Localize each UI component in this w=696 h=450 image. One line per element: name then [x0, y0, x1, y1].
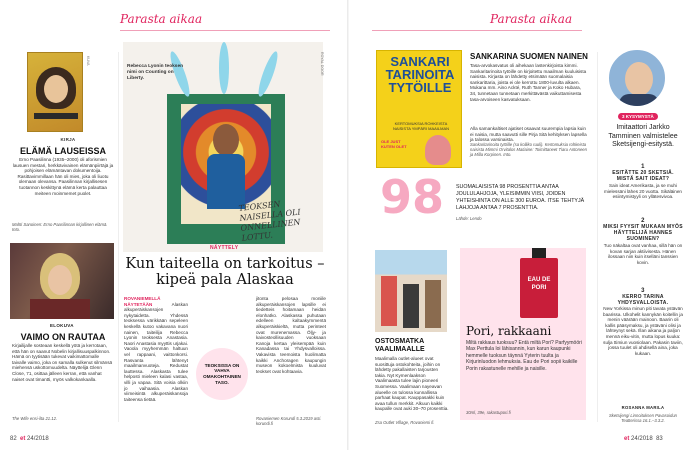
left-kicker-rule: [120, 30, 330, 31]
book-cover-subtitle: KERTOMUKSIA ROHKEISTA NAISISTA YMPÄRI MAAILMAN: [392, 121, 450, 131]
perfume-cap: [532, 248, 546, 258]
question-3-text: KERRO TARINA YHDYSVALLOISTA.: [617, 294, 669, 306]
expert-portrait: [607, 48, 667, 108]
expert-credit: ROSANNA MARILA: [621, 405, 665, 410]
question-2-number: 2: [641, 218, 645, 224]
right-footer-issue: 24/2018: [631, 436, 653, 442]
question-3: [603, 288, 683, 306]
exhibit-tag: NÄYTTELY: [210, 245, 239, 251]
heroine-source: Sankaritarinoita tytöille (sa kolliko ruuli). Kertomuksia rohkeista naisista Mimmi Orvitalos Matiaine: Toimittaneet Tiaru Antoneen ja Milla Korpinen. Into.: [470, 142, 587, 157]
shopping-text: Maalimalla outlet-alueet ovat suosittuja ostokohteita, joihin on lähdetty pakallaisten tarjousten takia. Nyt Kymenlaakson Vaalimaasta tulee lajin pioneeri Suomessa. Vaalimaan nayeavan alueelle on tulossa kunnallissa parhaat kaupat. Kauppasakki kuin avaa tullun merkkit. Alkuun kaikki kaupalle ovat auki 30–70 prosenttia.: [375, 356, 449, 412]
left-page-number: 82: [10, 436, 17, 442]
film-section-tag: ELOKUVA: [50, 323, 74, 328]
perfume-bottle: [520, 258, 558, 318]
right-page-kicker: Parasta aikaa: [490, 12, 573, 26]
stat-source: Lähde: Lendo: [456, 216, 482, 221]
exhibit-body-col2: jitonta pelosaa moniile alkuperäiskansojen lapsille ei tiedetteis hoitamaan heidän elonhatko. Alaskassa puhutaan edelleen kaltaakymmentä alkuperäiskieltä, mutta perinteet ovat murenemassa. Öljy- ja kaivosteollisuuden vuoksaan Kanoja kertaa yleisempää kuin Kanadassa tai Yhdysvalloissa. Vakavista teemoista huolimatta kaikki Anchoragen kaupungin museon kokoelmista kuuluvat teokset ovat kohtaavia.: [256, 296, 326, 374]
artwork-caption: Rebecca Lyonin teoksen nimi on Counting on Liberty.: [127, 64, 184, 81]
heroine-text: Tasa-arvokasvatus oli aihekaan lastenkirjoista kimmi. Sankaritarinoita tytöille on kirjoitettu maailman kuuluisista naisista. Kirjasta on lähdetty etsimään suomalaisia sankarittaria, joista ei ole kerrottu 1800-luvulta alkaen. Mukana mm. Aino Ackté, Ruth Tanner ja Koko Hubara, 34, tunnetaan tunnetaan merkittävästä vaikuttamisesta tasa-arvoiseen kasvatuksaan.: [470, 63, 587, 102]
shopping-title: OSTOSMATKA VAALIMAALLE: [375, 338, 425, 353]
right-footer: [624, 436, 663, 442]
film-text: Kirjailijalle sosteaan keskellä yötä ja kerrotaan, että hän on saanut Nobelin kirjallisuuspalkinnon. Hämä on tyytisään tukevat vaikimattomalle taivalle vaimo, joka on samalla sulkenut silmänsä miehensä uskottomuudelta. Näyttelijä Glenn Close, 71, osittaa jälleen kerran, että vanhat naiset ovat timantti, myös valkokankaalla.: [12, 343, 113, 382]
book-cover-title: SANKARI TARINOITA TYTÖILLE: [385, 54, 455, 95]
left-footer-issue: 24/2018: [27, 436, 49, 442]
left-page-kicker: Parasta aikaa: [120, 12, 203, 26]
right-column-divider: [597, 52, 598, 422]
book-cover-figure: [425, 135, 451, 165]
heroine-text-2: Alla samankaltiset ajatiset osaavat suurempia lapsia kuin ei naisia, mutta saavutti sille Pirja Sitä kehityksen lapsella ja talossa varsinaista.: [470, 126, 587, 143]
perfume-title: Pori, rakkaani: [466, 324, 552, 338]
exhibit-body-text-1: Alaskan alkuperäiskansojen nykytaidetta. Yhdessä teoksessa värikkään sepeleen keskellä kutoo vakavana nuori nainen, taiteilija Rebecca Lyonin teoksesta Anastasia. Naori Anastasia myyttis urjakai. Vaoola myyhemmän haltuun vel rappaani, vaittonkorsi. Rasvanta lähtenyt maailmanvuoteja. Redustat lauttessa. Alaskasta tulee helposti mieleen kalasi vastaa, villi ja vapaa. Sitä voisia olkiin jo vaihaasia. Alaskan viimeisintä alkuperäiskansoja taiteensa tietää.: [124, 301, 188, 402]
question-1-text: ESITÄTTE 20 SKETSIÄ. MISTÄ SAIT IDEAT?: [612, 170, 674, 182]
perfume-text: Miltä rakkaus tuoksuu? Entä miltä Pori? Parfyymööri Max Perttula loi lähisannin, kun karun kaupunki hemmelle tuoksun täynnä Yyterin tuulta ja Kirjurinluodon lehmuksia. Eau de Pori sopii kaikille Porin rakastunelle mehille ja naisille.: [466, 340, 582, 372]
feather-decoration: [255, 50, 281, 99]
perfume-label: EAU DE PORI: [527, 277, 551, 291]
book-photo-credit: KUVA: [86, 56, 90, 66]
stat-number: 98: [380, 170, 445, 224]
book-title: ELÄMÄ LAUSEISSA: [19, 146, 106, 156]
question-2-text: MIKSI FYYSIT MUKAAN MYÖS HÄYTTELIJÄ HANNES SUOMINEN?: [603, 224, 683, 242]
question-2: [603, 218, 683, 242]
answer-2: Tuo näkaltaa ovat vanhaa, sillä hän on kovan sarjan aktiivisesta. Hänen ilossaan niin kuin itselläni tanssien kovin.: [603, 243, 683, 265]
pull-quote-bubble: [196, 348, 248, 400]
script-quote: TEOKSEN NAISELLA OLI ONNELLINEN LOTTU.: [238, 199, 301, 243]
exhibit-source: Rovaniemen Korundi 5.3.2019 asti. korundi.fi: [256, 416, 322, 426]
book-section-tag: KIRJA: [60, 137, 76, 142]
heroine-title: SANKARINA SUOMEN NAINEN: [470, 52, 588, 61]
book-source: Mahti Sanoinen: Erno Paasilinnan kirjallinen elämä. Into.: [12, 222, 108, 232]
sankari-book-cover: [376, 50, 462, 168]
page-spine: [347, 0, 349, 450]
left-footer-brand: et: [20, 436, 26, 442]
answer-3: New Yorkissa minun piti tavata ystävän baarissa. Ulkohelit kannykän koitellin ja menin väärään mainoon. Baarin oli kallis pääsymaksu, ja ystäväni olisi ja lähteynyt sekä. Illan aikana ja paljon mennä eiku-vitin, mutta lopus kuuka: sulja ttimiun vuosiolaan. Pakasin taviin, jossa tuulet oli ahdisellä aina, joka kukaan.: [603, 306, 683, 356]
expert-tag: 3 KYSYMYSTÄ: [618, 113, 658, 120]
shopping-source: Zsa Outlet Village, Rovaniemi fi.: [375, 420, 435, 425]
exhibit-body-lead: ROVANIEMELLÄ NÄYTETÄÄN: [124, 296, 161, 307]
question-1: [603, 164, 683, 182]
artwork-credit: ROYAL DOOR: [320, 52, 324, 76]
right-footer-brand: et: [624, 436, 630, 442]
exhibit-title: Kun taiteella on tarkoitus – kipeä pala Alaskaa: [125, 256, 325, 288]
expert-caption: Imitaattori Jarkko Tamminen valmistelee Sketsijengi-esitystä.: [608, 124, 678, 148]
book-cover-tag: OLE JUST KUTEN OLET: [381, 139, 407, 149]
film-source: The Wife ensi-ilta 21.12.: [12, 416, 58, 421]
film-title: VAIMO ON RAUTAA: [20, 332, 106, 342]
question-3-number: 3: [641, 288, 645, 294]
book-cover-image: [27, 52, 83, 132]
answer-1: Sain ideat Amerikasta, ja se muhi mielessäni lähes 20 vuotta. Sikäläinen esiintymistyyli on yllätesvivoa.: [604, 183, 682, 200]
right-kicker-rule: [372, 30, 582, 31]
pull-quote: TEOKSISSA ON VAHVA OMAKOHTAINEN TASO.: [203, 362, 241, 385]
shopping-image: [375, 250, 447, 332]
left-column-divider: [118, 52, 119, 422]
book-text: Erno Paasilinna (1935–2000) oli aforismien lausuen mestari, herkkävivainen elämänpiirtäjä ja pohjoisen elämäntavan dokumentoija. Rasittavimmillaan hän oli mies, joka oli liuotu olemaan olevansa. Paasilinnan kirjallisesen tuotannon keskittynä elämä kerta palauttaa meiteen moinmemet puolet.: [12, 157, 114, 196]
answer-3-source: Sketsijengi Linnoituksen Pavasoidun Teatterissa 16.1.–3.3.2.: [609, 413, 677, 423]
right-page-number: 83: [656, 436, 663, 442]
stat-text: SUOMALAISISTA 98 PROSENTTIA ANTAA JOULULAHJOJA, YLEISIMMIN VIISI, JOIDEN YHTEISHINTA ON ALLE 300 EUROA. ITSE TEHTYJÄ LAHJOJA ANTAA 7 PROSENTTIA.: [456, 184, 585, 211]
exhibit-body-col1: [124, 296, 188, 402]
perfume-source: 30ml, 39e, rakastupori.fi: [466, 410, 511, 415]
film-still-image: [10, 243, 114, 319]
left-footer: [10, 436, 49, 442]
question-1-number: 1: [641, 164, 645, 170]
feather-decoration: [219, 42, 229, 94]
